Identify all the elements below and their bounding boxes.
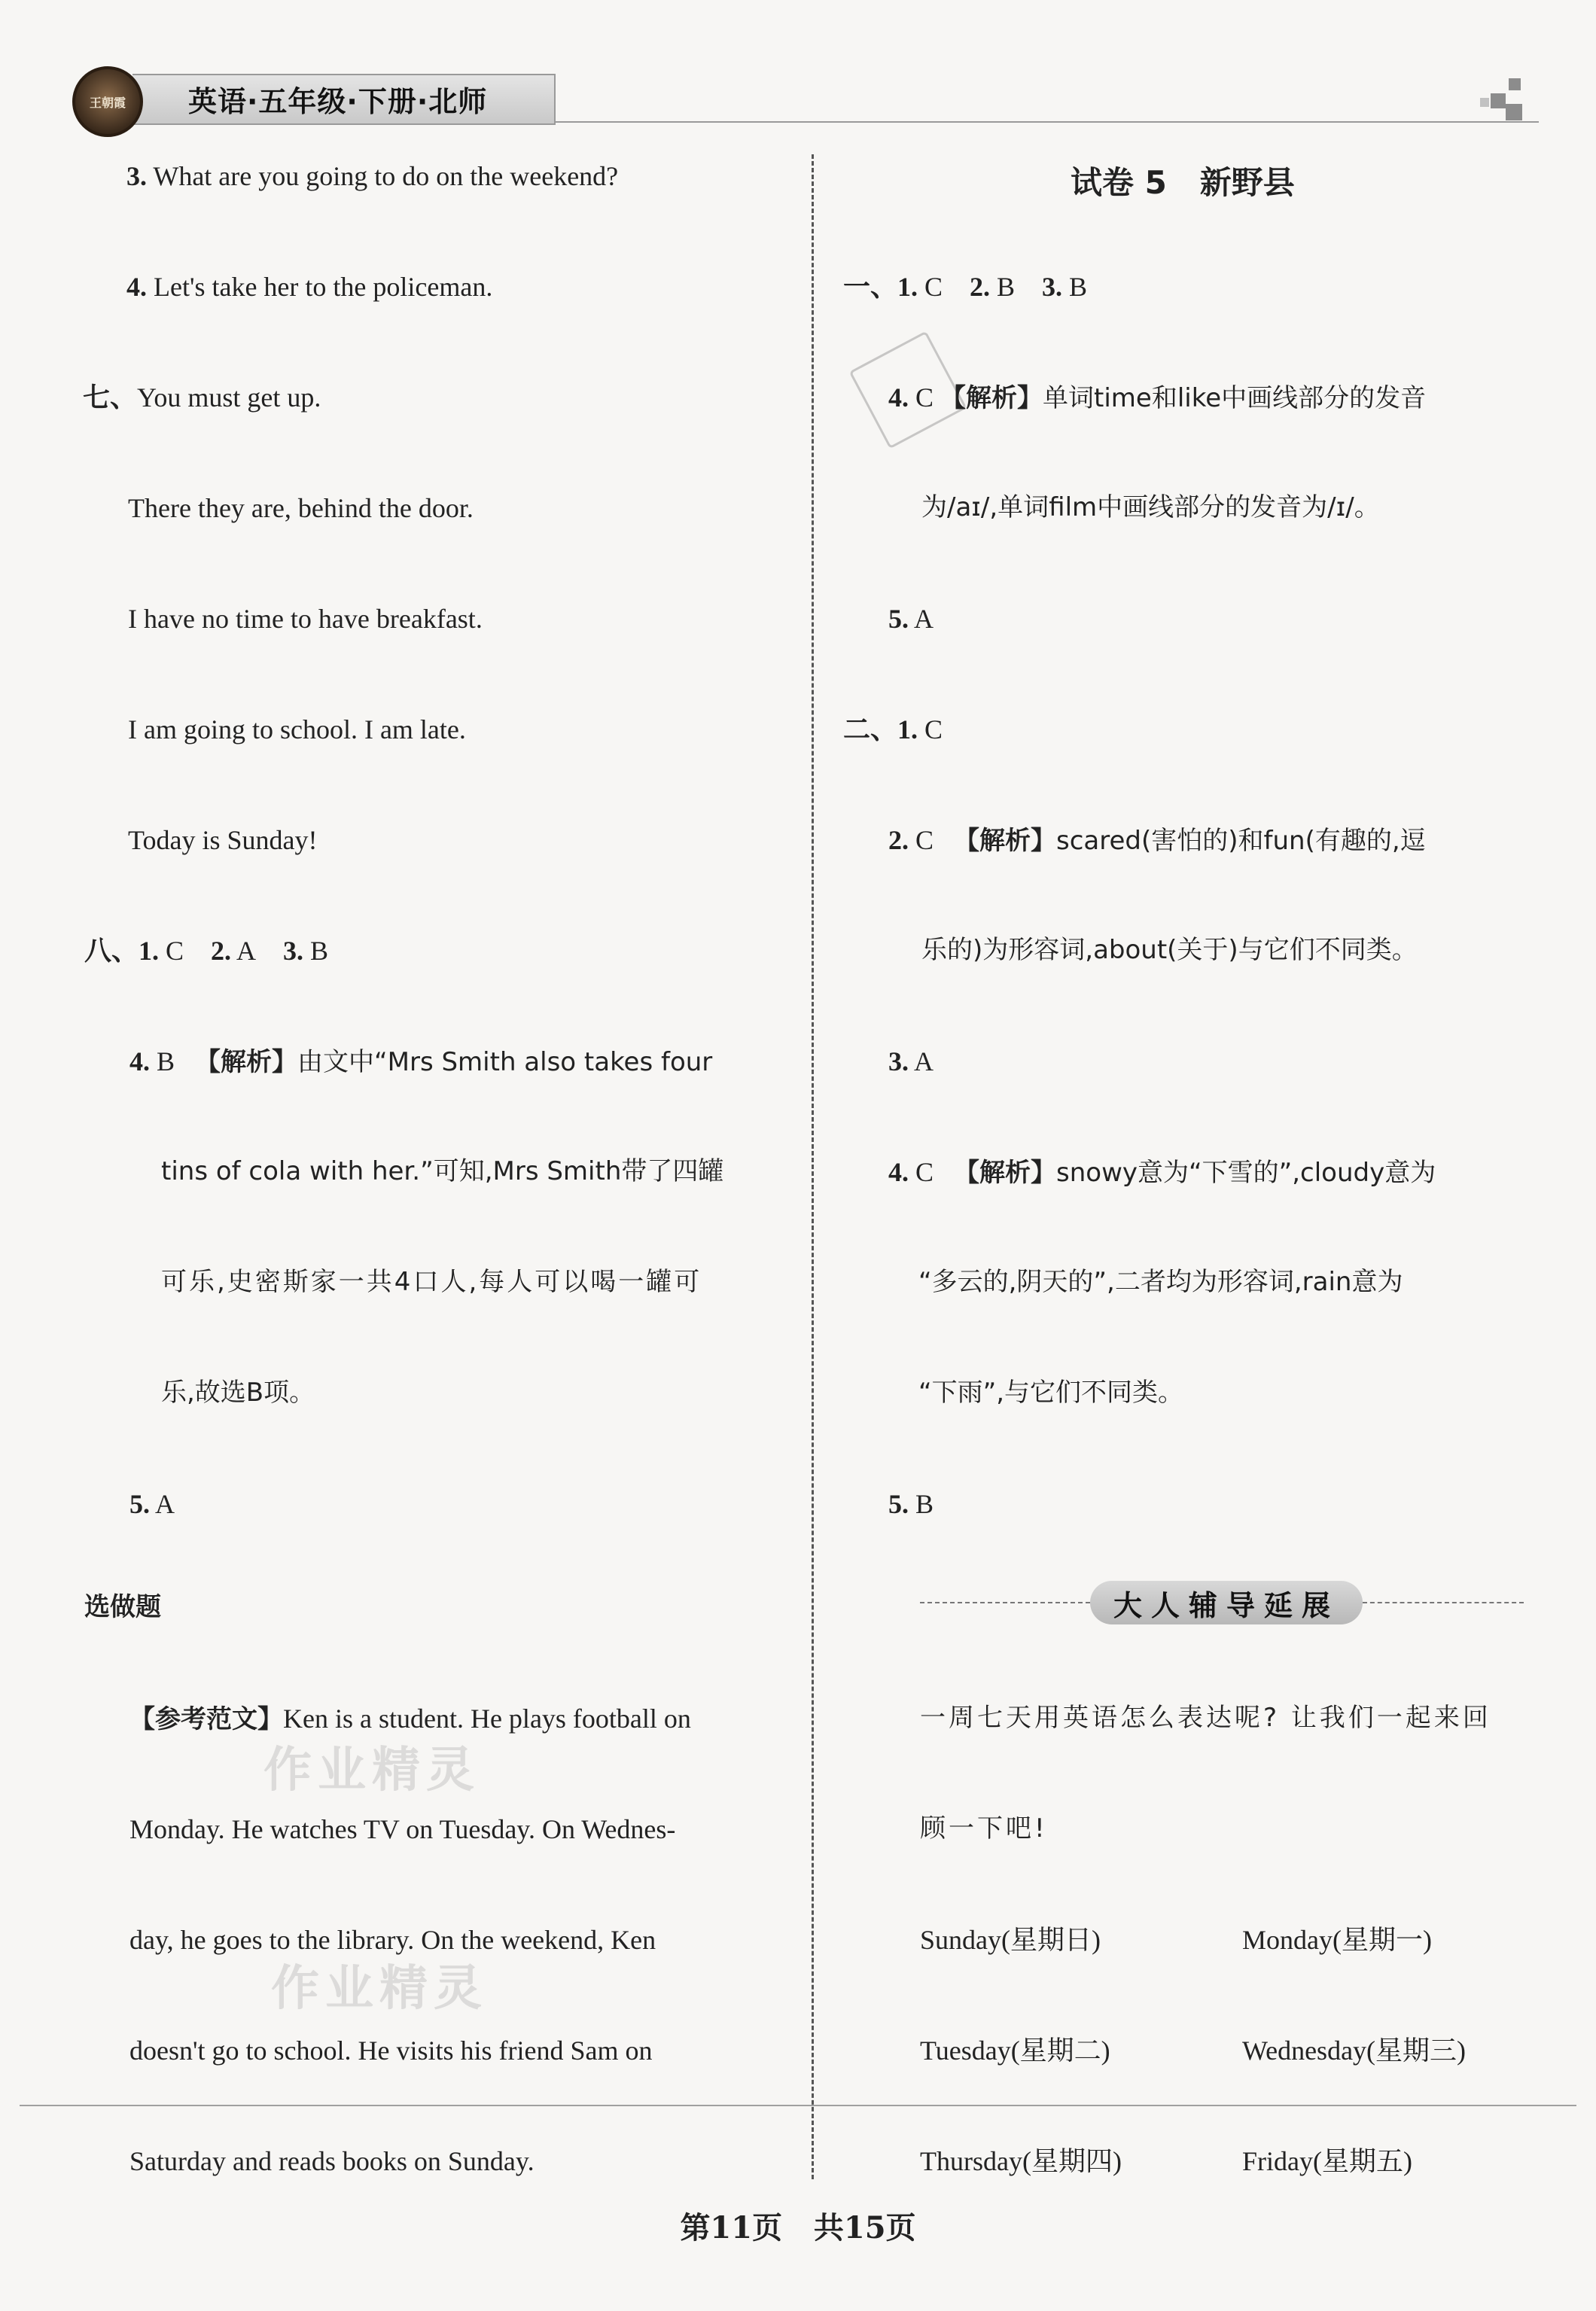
corner-square-icon (1509, 78, 1521, 90)
explanation-line: 乐的)为形容词,about(关于)与它们不同类。 (921, 935, 1418, 965)
weekday-item: Monday(星期一) (1242, 1925, 1432, 1955)
section-eight: 八、1. C 2. A 3. B (84, 936, 329, 967)
explanation-line: tins of cola with her.”可知,Mrs Smith带了四罐 (161, 1156, 724, 1186)
sample-essay-line: day, he goes to the library. On the weekend, Ken (129, 1925, 656, 1955)
weekday-item: Tuesday(星期二) (920, 2035, 1110, 2066)
section-two: 二、1. C (843, 714, 943, 745)
corner-square-icon (1491, 93, 1506, 108)
explanation-line: “下雨”,与它们不同类。 (918, 1378, 1184, 1408)
extension-banner (1090, 1581, 1363, 1624)
weekday-item: Wednesday(星期三) (1242, 2035, 1467, 2066)
answer-line: I am going to school. I am late. (128, 714, 466, 744)
sample-essay-line: doesn't go to school. He visits his friend Sam on (129, 2035, 653, 2066)
weekday-item: Friday(星期五) (1242, 2146, 1412, 2176)
page-number: 第11页 共15页 (680, 2210, 916, 2246)
optional-heading: 选做题 (84, 1592, 161, 1622)
answer-line: 5. B (888, 1489, 934, 1519)
bottom-rule (20, 2105, 1576, 2106)
explanation-line: 为/aɪ/,单词film中画线部分的发音为/ɪ/。 (921, 492, 1380, 522)
answer-line: 3. A (888, 1046, 934, 1076)
answer-line: 4. B 【解析】由文中“Mrs Smith also takes four (129, 1046, 713, 1077)
logo-text: 王朝霞 (89, 96, 126, 110)
publisher-logo (72, 66, 143, 137)
sample-essay-line: 【参考范文】Ken is a student. He plays football on (129, 1704, 691, 1734)
extension-intro: 顾一下吧! (920, 1813, 1048, 1844)
weekday-item: Thursday(星期四) (920, 2146, 1122, 2176)
explanation-line: 可乐,史密斯家一共4口人,每人可以喝一罐可 (161, 1267, 702, 1297)
answer-line: 4. C 【解析】单词time和like中画线部分的发音 (888, 382, 1427, 413)
column-divider (812, 154, 814, 2179)
section-one: 一、1. C 2. B 3. B (843, 272, 1088, 303)
answer-line: 3. What are you going to do on the weekend? (126, 161, 619, 191)
sample-essay-line: Monday. He watches TV on Tuesday. On Wednes- (129, 1814, 676, 1844)
explanation-line: “多云的,阴天的”,二者均为形容词,rain意为 (918, 1267, 1403, 1297)
sample-essay-line: Saturday and reads books on Sunday. (129, 2146, 535, 2176)
answer-line: 4. C 【解析】snowy意为“下雪的”,cloudy意为 (888, 1157, 1436, 1188)
section-seven: 七、You must get up. (83, 382, 321, 413)
answer-line: 2. C 【解析】scared(害怕的)和fun(有趣的,逗 (888, 825, 1426, 856)
test-title: 试卷 5 新野县 (1071, 164, 1295, 201)
answer-line: There they are, behind the door. (128, 493, 474, 523)
corner-square-icon (1506, 104, 1522, 120)
extension-intro: 一周七天用英语怎么表达呢? 让我们一起来回 (920, 1703, 1491, 1733)
corner-square-icon (1480, 98, 1489, 107)
extension-banner-text: 大人辅导延展 (1113, 1588, 1339, 1622)
header-rule (554, 121, 1539, 123)
book-title: 英语·五年级·下册·北师 (188, 85, 488, 118)
banner-rule-left (920, 1602, 1090, 1603)
watermark: 作业精灵 (271, 1961, 488, 2017)
answer-line: 5. A (888, 604, 934, 634)
weekday-item: Sunday(星期日) (920, 1925, 1101, 1955)
answer-line: I have no time to have breakfast. (128, 604, 483, 634)
answer-line: 5. A (129, 1489, 175, 1519)
banner-rule-right (1363, 1602, 1524, 1603)
answer-line: 4. Let's take her to the policeman. (126, 272, 493, 302)
answer-line: Today is Sunday! (128, 825, 318, 855)
explanation-line: 乐,故选B项。 (161, 1378, 315, 1408)
watermark: 作业精灵 (263, 1743, 480, 1798)
